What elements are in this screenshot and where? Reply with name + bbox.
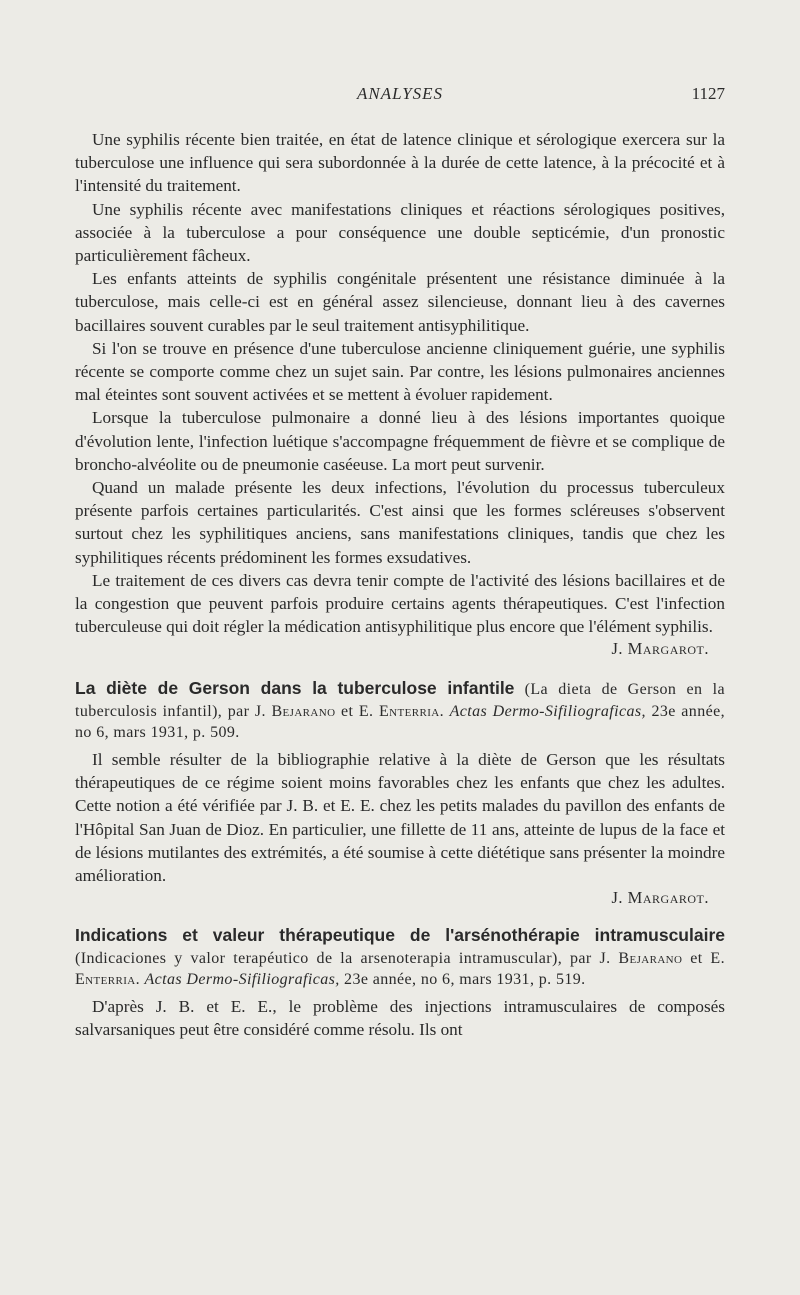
paragraph: Le traitement de ces divers cas devra tenir compte de l'activité des lésions bacillaires et de la congestion que peuvent parfois produire certains agents thérapeutiques. C'est l'infection tuberculeuse qui doit régler la médication antisyphilitique plus encore que l'élément syphilis. <box>75 570 725 637</box>
paragraph: Une syphilis récente bien traitée, en état de latence clinique et sérologique exercera sur la tuberculose une influence qui sera subordonnée à la durée de cette latence, à la précocité et à l'intensité du traitement. <box>75 130 725 196</box>
paragraph: Quand un malade présente les deux infections, l'évolution du processus tuberculeux présente parfois certaines particularités. C'est ainsi que les formes scléreuses s'observent surtout chez les syphilitiques anciens, sans manifestations cliniques, tandis que chez les syphilitiques récents prédominent les formes exsudatives. <box>75 478 725 567</box>
running-title: ANALYSES <box>356 84 444 103</box>
article-title: Indications et valeur thérapeutique de l'arsénothérapie intramusculaire <box>75 925 725 946</box>
article-reference: (Indicaciones y valor terapéutico de la arsenoterapia intramuscular), par J. Bejarano et E. Enterria. Actas Dermo-Sifiliograficas, 23e année, no 6, mars 1931, p. 519. <box>75 949 725 989</box>
article-heading <box>75 678 725 744</box>
signature: J. Margarot. <box>611 639 709 659</box>
paragraph: Lorsque la tuberculose pulmonaire a donné lieu à des lésions importantes quoique d'évolution lente, l'infection luétique s'accompagne fréquemment de fièvre et se complique de broncho-alvéolite ou de pneumonie caséeuse. La mort peut survenir. <box>75 408 725 474</box>
journal-name: Actas Dermo-Sifiliograficas, <box>144 971 340 989</box>
signature: J. Margarot. <box>611 888 709 908</box>
author-name: Enterria <box>379 702 440 720</box>
paragraph: Une syphilis récente avec manifestations cliniques et réactions sérologiques positives, associée à la tuberculose a pour conséquence une double septicémie, d'un pronostic particulièrement fâcheux. <box>75 199 725 266</box>
author-name: Enterria <box>75 971 136 989</box>
journal-name: Actas Dermo-Sifiliograficas, <box>449 702 646 720</box>
paragraph: Il semble résulter de la bibliographie relative à la diète de Gerson que les résultats thérapeutiques de ce régime soient moins favorables chez les enfants que chez les adultes. Cette notion a été vérifiée par J. B. et E. E. chez les petits malades du pavillon des enfants de l'Hôpital San Juan de Dioz. En particulier, une fillette de 11 ans, atteinte de lupus de la face et de lésions mutilantes des extrémités, a été soumise à cette diététique sans présenter la moindre amélioration. <box>75 749 725 885</box>
article-heading <box>75 925 725 991</box>
article-reference: (La dieta de Gerson en la tuberculosis infantil), par J. Bejarano et E. Enterria. Actas Dermo-Sifiliograficas, 23e année, no 6, mars 1931, p. 509. <box>75 681 726 742</box>
author-name: Bejarano <box>271 702 336 720</box>
paragraph: Les enfants atteints de syphilis congénitale présentent une résistance diminuée à la tuberculose, mais celle-ci est en général assez silencieuse, donnant lieu à des cavernes bacillaires souvent curables par le seul traitement antisyphilitique. <box>75 269 725 335</box>
body-text <box>75 128 725 1041</box>
author-name: Bejarano <box>618 949 683 967</box>
page-header <box>75 84 725 108</box>
page-number: 1127 <box>691 84 725 103</box>
paragraph: Si l'on se trouve en présence d'une tuberculose ancienne cliniquement guérie, une syphilis récente se comporte comme chez un sujet sain. Par contre, les lésions pulmonaires anciennes mal éteintes sont souvent activées et se mettent à évoluer rapidement. <box>75 338 725 405</box>
article-title: La diète de Gerson dans la tuberculose infantile <box>75 678 515 699</box>
paragraph: D'après J. B. et E. E., le problème des injections intramusculaires de composés salvarsaniques peut être considéré comme résolu. Ils ont <box>75 996 725 1039</box>
